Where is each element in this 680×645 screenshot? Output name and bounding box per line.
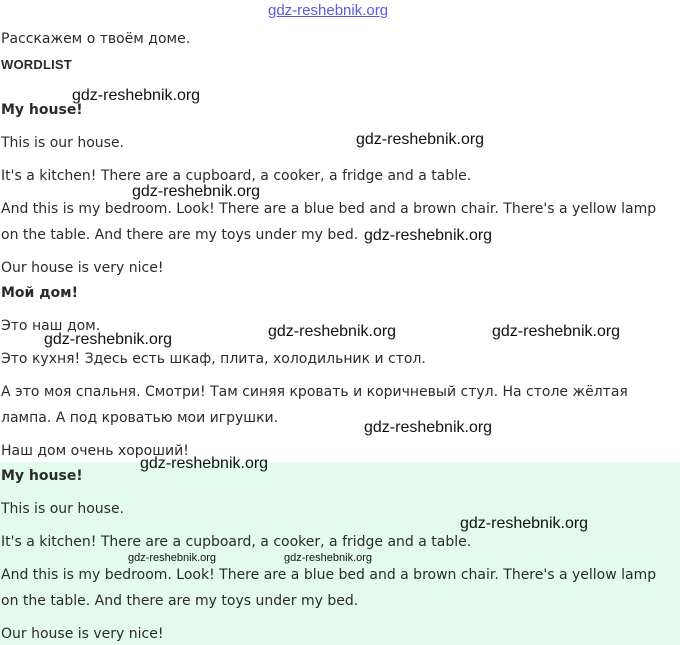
english-line: on the table. And there are my toys under my bed. (1, 227, 359, 243)
watermark: gdz-reshebnik.org (132, 183, 261, 200)
highlighted-line: This is our house. (1, 501, 125, 517)
english-line: This is our house. (1, 135, 125, 151)
russian-line: Наш дом очень хороший! (1, 443, 189, 459)
watermark: gdz-reshebnik.org (44, 331, 173, 348)
highlighted-title: My house! (1, 468, 83, 484)
russian-line: А это моя спальня. Смотри! Там синяя кровать и коричневый стул. На столе жёлтая (1, 384, 628, 400)
watermark: gdz-reshebnik.org (364, 419, 493, 436)
watermark: gdz-reshebnik.org (140, 455, 269, 472)
english-title: My house! (1, 102, 83, 118)
watermark: gdz-reshebnik.org (364, 227, 493, 244)
watermark: gdz-reshebnik.org (492, 323, 621, 340)
russian-line: лампа. А под кроватью мои игрушки. (1, 410, 279, 426)
highlighted-line: Our house is very nice! (1, 626, 164, 642)
intro-text: Расскажем о твоём доме. (1, 31, 191, 47)
watermark: gdz-reshebnik.org (284, 552, 373, 564)
english-line: Our house is very nice! (1, 260, 164, 276)
english-line: It's a kitchen! There are a cupboard, a cooker, a fridge and a table. (1, 168, 472, 184)
watermark-link[interactable]: gdz-reshebnik.org (268, 2, 389, 19)
watermark: gdz-reshebnik.org (460, 515, 589, 532)
wordlist-label[interactable]: WORDLIST (1, 57, 72, 72)
highlighted-line: And this is my bedroom. Look! There are a blue bed and a brown chair. There's a yellow lamp (1, 567, 657, 583)
watermark: gdz-reshebnik.org (128, 552, 217, 564)
russian-line: Это кухня! Здесь есть шкаф, плита, холодильник и стол. (1, 351, 426, 367)
english-line: And this is my bedroom. Look! There are a blue bed and a brown chair. There's a yellow lamp (1, 201, 657, 217)
russian-line: Это наш дом. (1, 318, 101, 334)
watermark: gdz-reshebnik.org (268, 323, 397, 340)
russian-title: Мой дом! (1, 285, 78, 301)
highlighted-line: on the table. And there are my toys under my bed. (1, 593, 359, 609)
watermark: gdz-reshebnik.org (356, 131, 485, 148)
watermark: gdz-reshebnik.org (72, 87, 201, 104)
highlighted-line: It's a kitchen! There are a cupboard, a cooker, a fridge and a table. (1, 534, 472, 550)
